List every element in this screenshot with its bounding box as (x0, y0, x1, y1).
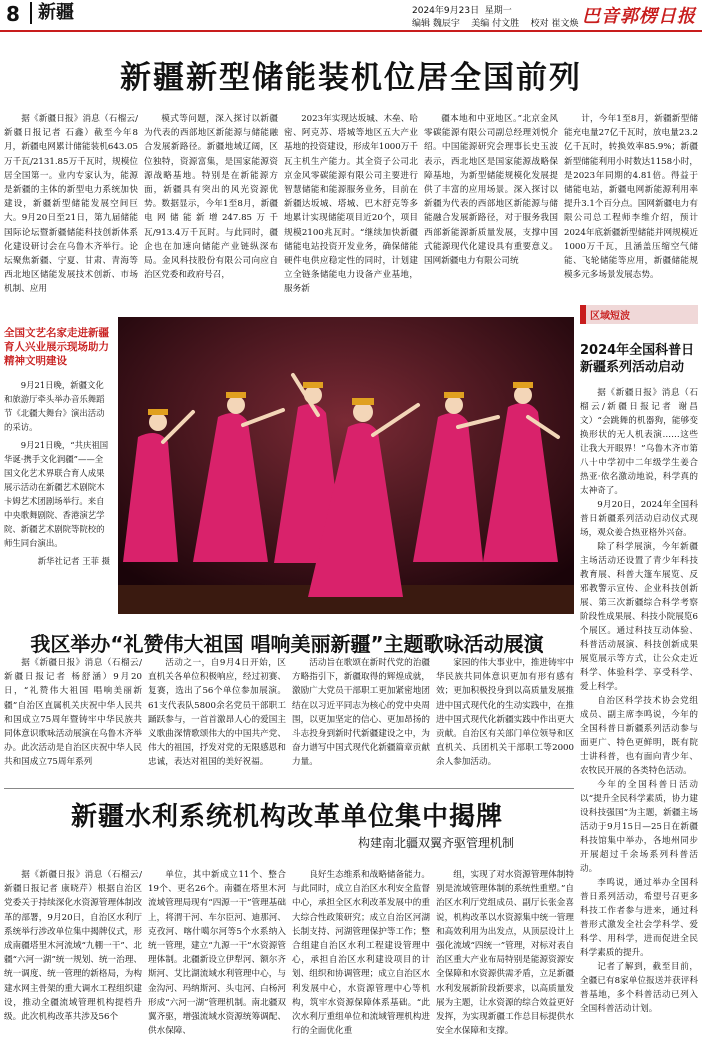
article1-column: 计，今年1至8月，新疆新型储能充电量27亿千瓦时，放电量23.2亿千瓦时，转换效率85.9%；新疆新型储能利用小时数达1158小时，是2023年同期的4.81倍。得益于储能电站，新疆电网新能源利用率提升3.1个百分点。国网新疆电力有限公司总工程师李维介绍，预计2024年底新疆新型储能并网规模近1000万千瓦，且涵盖压缩空气储能、飞轮储能等应用，新疆储能规模多元多场景发展态势。 (564, 114, 698, 281)
region-news-label: 区域短波 (580, 305, 698, 324)
article2-column: 据《新疆日报》消息（石榴云/新疆日报记者 杨舒涵）9月20日，“礼赞伟大祖国 唱响美丽新疆”自治区直属机关庆祝中华人民共和国成立75周年暨铸牢中华民族共同体意识歌咏活动展演在乌鲁木齐举办。此次活动是自治区庆祝中华人民共和国成立75周年系列 (4, 658, 142, 768)
dance-performance-photo (118, 317, 574, 614)
region-news-paragraph: 记者了解到，截至目前，全疆已有8家单位报送并获评科普基地，多个科普活动已列入全国科普活动计划。 (580, 962, 698, 1014)
article2-column: 活动之一，自9月4日开始，区直机关各单位积极响应，经过初赛、复赛，选出了56个单位参加展演。61支代表队5800余名党员干部职工踊跃参与，一首首激昂人心的爱国主义歌曲深情歌颂伟大的中国共产党、伟大的祖国，抒发对党的无限感恩和忠诚，表达对祖国的美好祝福。 (148, 658, 286, 768)
article2-headline: 我区举办“礼赞伟大祖国 唱响美丽新疆”主题歌咏活动展演 (30, 632, 544, 656)
photo-caption-box (0, 312, 114, 622)
article2-column: 家园的伟大事业中，推进铸牢中华民族共同体意识更加有形有感有效；更加积极投身到以高质量发展推进中国式现代化的生动实践中，在推进中国式现代化新疆实践中作出更大贡献。自治区有关部门单位领导和区直机关、兵团机关干部职工等2000余人参加活动。 (436, 658, 574, 768)
article3-headline: 新疆水利系统机构改革单位集中揭牌 (70, 802, 503, 832)
page-header (0, 0, 702, 32)
article1-column: 模式等问题，深入探讨以新疆为代表的西部地区新能源与储能融合发展新路径。新疆地域辽阔，区位独特，资源富集，是国家能源资源战略基地。特别是在新能源方面，新疆具有突出的风光资源优势。数据显示，今年1至8月，新疆电网储能新增247.85万千瓦/913.4万千瓦时。与此同时，疆企也在加速向储能产业链纵深布局。金风科技股份有限公司向应自治区党委和政府号召， (144, 114, 278, 281)
newspaper-brand: 巴音郭楞日报 (582, 6, 696, 27)
photo-credit: 新华社记者 王菲 摄 (37, 556, 110, 566)
article3-column: 据《新疆日报》消息（石榴云/新疆日报记者 康晓芹）根据自治区党委关于持续深化水资源管理体制改革的部署，9月20日，自治区水利厅系统举行涉改单位集中揭牌仪式，形成南疆塔里木河流域“九棚一干”、北疆“六河一湖”统一规划、统一治理、统一调度、统一管理的新格局，为构建水网主骨架的重大调水工程组织建设，推动全疆流域管理机构提档升级。此次机构改革共涉及56个 (4, 870, 142, 1023)
article3-column: 组，实现了对水资源管理体制特别是流域管理体制的系统性重塑。”自治区水利厅党组成员、副厅长张金喜说，机构改革以水资源集中统一管理和高效利用为出发点，从顶层设计上强化流域“四统一”管理，对标对表自治区重大产业布局特别是能源资源安全保障和水资源供需矛盾，立足新疆水利发展新阶段新要求，以高质量发展为主题，让水资源的综合效益更好发挥，为实现新疆工作总目标提供水安全水保障和支撑。 (436, 870, 574, 1037)
section-divider (4, 788, 574, 789)
article2-column: 活动旨在歌颂在新时代党的治疆方略指引下，新疆取得的辉煌成就，激励广大党员干部职工更加紧密地团结在以习近平同志为核心的党中央周围，以更加坚定的信心、更加昂扬的斗志投身到新时代新疆建设之中，为奋力谱写中国式现代化新疆篇章贡献力量。 (292, 658, 430, 768)
section-name: 新疆 (30, 2, 74, 24)
editor-line: 编辑 魏辰宇 美编 付文胜 校对 崔文焕 (412, 19, 579, 29)
region-news-paragraph: 9月20日，2024年全国科普日新疆系列活动启动仪式现场，观众姜合热亚格外兴奋。 (580, 500, 698, 538)
photo-caption-text: 9月21日晚，新疆文化和旅游厅牵头举办音乐舞蹈节《北疆大舞台》演出活动的采访。 (4, 380, 105, 432)
date-line: 2024年9月23日 星期一 (412, 6, 512, 16)
region-news-title: 2024年全国科普日新疆系列活动启动 (580, 343, 695, 375)
dance-performance-illustration (118, 317, 574, 614)
region-news-paragraph: 据《新疆日报》消息（石榴云/新疆日报记者 谢昌文）“会跳舞的机器狗，能够变换形状的无人机表演……这些让我大开眼界！”乌鲁木齐市第八十中学初中二年级学生姜合热亚·依名激动地说，科学真的太神奇了。 (580, 388, 698, 496)
article1-headline: 新疆新型储能装机位居全国前列 (120, 60, 582, 96)
region-news-paragraph: 今年的全国科普日活动以“提升全民科学素质，协力建设科技强国”为主题，新疆主场活动于9月15日—25日在新疆科技馆集中举办，各地州同步开展超过千余场系列科普活动。 (580, 780, 698, 874)
article3-column: 单位，其中新成立11个、整合19个、更名26个。南疆在塔里木河流域管理局现有“四源一干”管理基础上，将渭干河、车尔臣河、迪那河、克孜河、喀什噶尔河等5个水系纳入统一管理，建立“九源一干”水资源管理体制。北疆新设立伊犁河、额尔齐斯河、艾比湖流域水利管理中心，与金沟河、玛纳斯河、头屯河、白杨河形成“六河一湖”管理机制。南北疆双翼齐驱，增强流域水资源统筹调配、供水保障、 (148, 870, 286, 1037)
region-news-paragraph: 李鸣说，通过举办全国科普日系列活动，希望号召更多科技工作者参与进来，通过科普形式激发全社会学科学、爱科学、用科学，进而促进全民科学素质的提升。 (580, 878, 698, 958)
photo-caption-text: 9月21日晚，“共庆祖国华诞·携手文化润疆”——全国文化艺术界联合育人成果展示活动在新疆艺术剧院木卡姆艺术团剧场举行。来自中央歌舞剧院、香港演艺学院、新疆艺术剧院等院校的师生同台演出。 (4, 440, 109, 548)
photo-caption-title: 全国文艺名家走进新疆 育人兴业展示现场助力精神文明建设 (4, 327, 109, 367)
article3-body (4, 868, 574, 1037)
article3-subheadline: 构建南北疆双翼齐驱管理机制 (357, 836, 514, 850)
article1-column: 2023年实现达坂城、木垒、哈密、阿克苏、塔城等地区五大产业基地的投资建设，形成年1000万千瓦主机生产能力。其全资子公司北京金风零碳能源有限公司主要进行智慧储能和能源服务业务，目前在新疆达坂城、塔城、巴木舒克等多地累计实现储能项目近20个，项目规模2100兆瓦时。“继续加快新疆储能电站投资开发业务，确保储能硬件电供应稳定性的同时，计划建立全链条储能电力设备产业基地，服务新 (284, 114, 418, 295)
region-news-column (580, 305, 698, 1020)
article1-column: 疆本地和中亚地区。”北京金风零碳能源有限公司副总经理刘悦介绍。中国能源研究会理事长史玉波表示，西北地区是国家能源战略保障基地，为新型储能规模化发展提供了丰富的应用场景。深入探讨以新疆为代表的西部地区新能源与储能融合发展新路径，对于服务我国西部新能源新质量发展，支撑中国式能源现代化建设具有重要意义。国网新疆电力有限公司统 (424, 114, 558, 267)
page-number: 8 (6, 2, 20, 26)
region-news-paragraph: 除了科学展演，今年新疆主场活动还设置了青少年科技教育展、科普大篷车展览、反邪教警示宣传、企业科技创新展、第三次新疆综合科学考察阶段性成果展、科技小院展览6个展区。通过科技互动体验、科普活动展演、科技创新成果展览展示等方式，让公众走近科学、体验科学、享受科学、爱上科学。 (580, 542, 698, 692)
header-rule (0, 30, 702, 32)
region-news-paragraph: 自治区科学技术协会党组成员、副主席李鸣说，今年的全国科普日新疆系列活动参与面更广、特色更鲜明，既有院士讲科普，也有面向青少年、农牧民开展的各类特色活动。 (580, 696, 698, 776)
article1-column: 据《新疆日报》消息（石榴云/新疆日报记者 石鑫）截至今年8月，新疆电网累计储能装机643.05万千瓦/2131.85万千瓦时，规模位居全国第一。业内专家认为，能源是新疆的主体的新型电力系统加快建设，新疆新型储能发展空间巨大。9月20日至21日，第九届储能国际论坛暨新疆储能科技创新体系化建设研讨会在乌鲁木齐举行。论坛聚焦新疆、宁夏、甘肃、青海等西北地区储能发展技术创新、市场机制、应用 (4, 114, 138, 295)
article2-body (4, 656, 574, 783)
article3-column: 良好生态维系和战略储备能力。与此同时，成立自治区水利安全监督中心，承担全区水利改革发展中的重大综合性政策研究；成立自治区河湖长制支持、河湖管理保护等工作；整合组建自治区水利工程建设管理中心，承担自治区水利建设项目的计划、组织和协调管理；成立自治区水利发展中心，水资源管理中心等机构，筑牢水资源保障体系基础。“此次水利厅重组单位和流域管理机构进行的全面优化重 (292, 870, 430, 1037)
article1-body (4, 112, 698, 300)
